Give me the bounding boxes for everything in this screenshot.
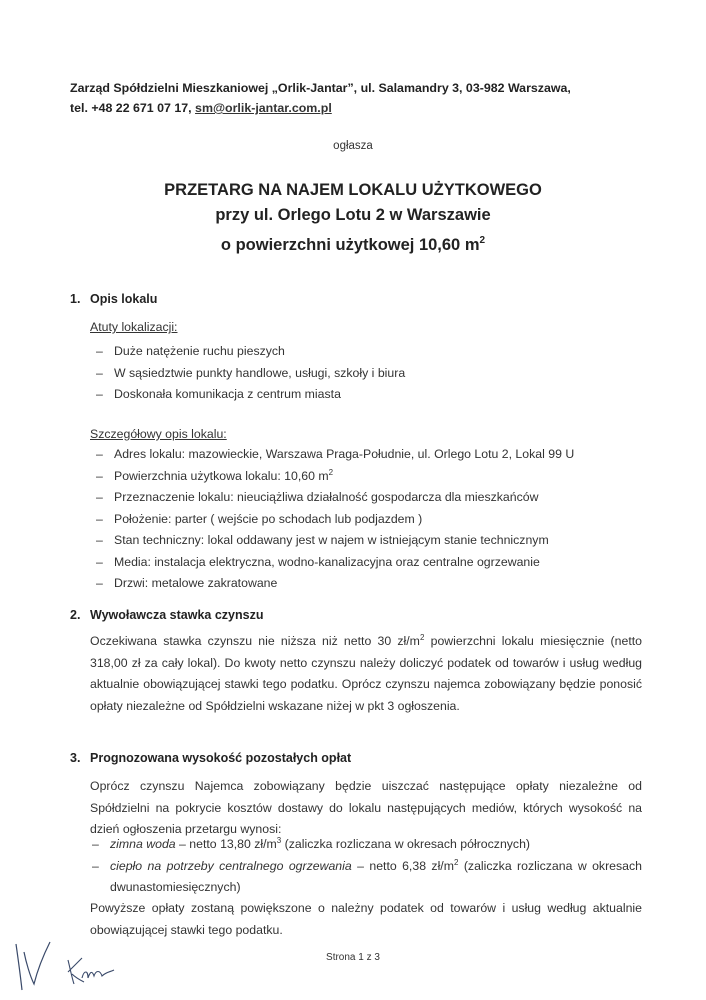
list-item: – W sąsiedztwie punkty handlowe, usługi, szkoły i biura — [114, 363, 405, 385]
header-line2 — [70, 98, 646, 118]
title-line3 — [0, 228, 706, 258]
title-line2: przy ul. Orlego Lotu 2 w Warszawie — [215, 206, 491, 224]
rent-text-b: powierzchni lokalu miesięcznie (netto 318,00 zł za cały lokal). Do kwoty netto czynszu należy doliczyć podatek od towarów i usług według aktualnie obowiązującej stawki tego podatku. Oprócz czynszu najemca zobowiązany będzie ponosić opłaty niezależne od Spółdzielni wskazane niżej w pkt 3 ogłoszenia. — [90, 634, 642, 713]
area-sup: 2 — [328, 467, 334, 477]
title-area: o powierzchni użytkowej 10,60 m — [220, 236, 480, 254]
page-title — [0, 178, 706, 258]
list-item: – Media: instalacja elektryczna, wodno-kanalizacyjna oraz centralne ogrzewanie — [114, 552, 574, 574]
section-1-number: 1. — [70, 292, 81, 306]
fee-name: zimna woda — [110, 837, 176, 851]
list-item: – Przeznaczenie lokalu: nieuciążliwa działalność gospodarcza dla mieszkańców — [114, 487, 574, 509]
section-3-number: 3. — [70, 751, 81, 765]
signature-stroke — [16, 944, 22, 990]
opis-list — [114, 444, 574, 595]
list-item — [114, 466, 574, 488]
header-address — [70, 78, 646, 118]
section-2-heading — [70, 608, 263, 622]
title-line1: PRZETARG NA NAJEM LOKALU UŻYTKOWEGO — [164, 181, 542, 199]
atuty-list — [114, 341, 405, 406]
signature-stroke — [82, 970, 114, 978]
list-item: – Drzwi: metalowe zakratowane — [114, 573, 574, 595]
title-area-sup: 2 — [479, 235, 486, 246]
fees-list — [90, 834, 642, 899]
fee-sup: 3 — [276, 836, 282, 845]
fee-note: (zaliczka rozliczana w okresach dwunastomiesięcznych) — [110, 858, 642, 894]
section-1-title: Opis lokalu — [90, 292, 158, 306]
area-text: Powierzchnia użytkowa lokalu: 10,60 m — [114, 468, 329, 483]
list-item: – Duże natężenie ruchu pieszych — [114, 341, 405, 363]
section-2-paragraph — [90, 631, 642, 717]
list-item: – Położenie: parter ( wejście po schodach lub podjazdem ) — [114, 509, 574, 531]
rent-sup: 2 — [419, 633, 425, 642]
rent-text-a: Oczekiwana stawka czynszu nie niższa niż netto 30 zł/m — [90, 634, 420, 648]
fee-note: (zaliczka rozliczana w okresach półrocznych) — [281, 837, 531, 851]
list-item: – Doskonała komunikacja z centrum miasta — [114, 384, 405, 406]
header-line1: Zarząd Spółdzielni Mieszkaniowej „Orlik-Jantar”, ul. Salamandry 3, 03-982 Warszawa, — [70, 81, 571, 95]
atuty-label: Atuty lokalizacji: — [90, 320, 178, 334]
signature-stroke — [24, 942, 50, 984]
fee-name: ciepło na potrzeby centralnego ogrzewania — [110, 858, 352, 873]
email-link[interactable]: sm@orlik-jantar.com.pl — [195, 101, 332, 115]
section-3-closing: Powyższe opłaty zostaną powiększone o należny podatek od towarów i usług według aktualnie obowiązującej stawki tego podatku. — [90, 901, 642, 937]
announce-word: ogłasza — [333, 140, 373, 152]
header-phone: tel. +48 22 671 07 17, — [70, 101, 196, 115]
fee-value: – netto 6,38 zł/m — [351, 858, 454, 873]
list-item: – Adres lokalu: mazowieckie, Warszawa Praga-Południe, ul. Orlego Lotu 2, Lokal 99 U — [114, 444, 574, 466]
list-item — [90, 856, 642, 899]
section-3-intro: Oprócz czynszu Najemca zobowiązany będzie uiszczać następujące opłaty niezależne od Spółdzielni na pokrycie kosztów dostawy do lokalu następujących mediów, których wysokość na dzień ogłoszenia przetargu wynosi: — [90, 779, 642, 836]
section-2-number: 2. — [70, 608, 81, 622]
section-1-heading — [70, 292, 157, 306]
list-item: – Stan techniczny: lokal oddawany jest w najem w istniejącym stanie technicznym — [114, 530, 574, 552]
page-number: Strona 1 z 3 — [326, 952, 380, 963]
section-2-title: Wywoławcza stawka czynszu — [90, 608, 264, 622]
signature-initials — [10, 932, 120, 996]
section-3-title: Prognozowana wysokość pozostałych opłat — [90, 751, 352, 765]
opis-label: Szczegółowy opis lokalu: — [90, 427, 227, 441]
section-3-heading — [70, 751, 351, 765]
list-item — [90, 834, 642, 856]
fee-value: – netto 13,80 zł/m — [175, 837, 277, 851]
fee-sup: 2 — [453, 857, 459, 867]
